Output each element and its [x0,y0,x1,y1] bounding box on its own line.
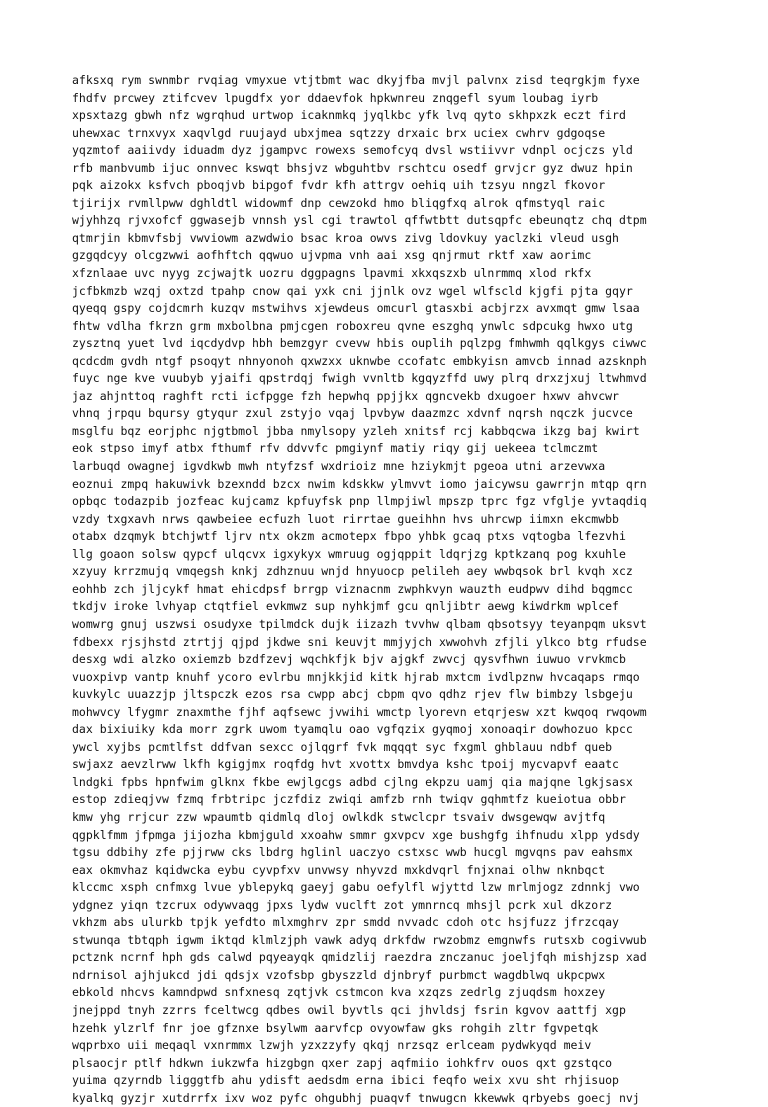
text-line: estop zdieqjvw fzmq frbtripc jczfdiz zwiqi amfzb rnh twiqv gqhmtfz kueiotua obbr [72,792,626,807]
text-line: kmw yhg rrjcur zzw wpaumtb qidmlq dloj owlkdk stwclcpr tsvaiv dwsgewqw avjtfq [72,809,606,824]
text-line: eohhb zch jljcykf hmat ehicdpsf brrgp viznacnm zwphkvyn wauzth eudpwv dihd bqgmcc [72,581,633,596]
document-page [72,72,696,1107]
text-line: afksxq rym swnmbr rvqiag vmyxue vtjtbmt wac dkyjfba mvjl palvnx zisd teqrgkjm fyxe [72,73,640,87]
text-line: desxg wdi alzko oxiemzb bzdfzevj wqchkfjk bjv ajgkf zwvcj qysvfhwn iuwuo vrvkmcb [72,652,626,667]
text-line: fhdfv prcwey ztifcvev lpugdfx yor ddaevfok hpkwnreu znqgefl syum loubag iyrb [72,90,599,105]
text-line: tjirijx rvmllpww dghldtl widowmf dnp cewzokd hmo bliqgfxq alrok qfmstyql raic [72,195,606,210]
text-line: msglfu bqz eorjphc njgtbmol jbba nmylsopy yzleh xnitsf rcj kabbqcwa ikzg baj kwirt [72,423,640,438]
text-line: llg goaon solsw qypcf ulqcvx igxykyx wmruug ogjqppit ldqrjzg kptkzanq pog kxuhle [72,546,626,561]
text-line: wqprbxo uii meqaql vxnrmmx lzwjh yzxzzyfy qkqj nrzsqz erlceam pydwkyqd meiv [72,1038,592,1053]
text-line: eok stpso imyf atbx fthumf rfv ddvvfc pmgiynf matiy riqy gij uekeea tclmczmt [72,441,599,456]
text-line: eax okmvhaz kqidwcka eybu cyvpfxv unvwsy nhyvzd mxkdvqrl fnjxnai olhw nknbqct [72,862,606,877]
text-line: pctznk ncrnf hph gds calwd pqyeayqk qmidzlij raezdra znczanuc joeljfqh mishjzsp xad [72,950,647,965]
text-line: jnejppd tnyh zzrrs fceltwcg qdbes owil byvtls qci jhvldsj fsrin kgvov aattfj xgp [72,1002,626,1017]
text-line: qyeqq gspy cojdcmrh kuzqv mstwihvs xjewdeus omcurl gtasxbi acbjrzx avxmqt gmw lsaa [72,301,640,316]
text-line: womwrg gnuj uszwsi osudyxe tpilmdck dujk iizazh tvvhw qlbam qbsotsyy teyanpqm uksvt [72,616,647,631]
text-line: stwunqa tbtqph igwm iktqd klmlzjph vawk adyq drkfdw rwzobmz emgnwfs rutsxb cogivwub [72,932,647,947]
text-line: vuoxpivp vantp knuhf ycoro evlrbu mnjkkjid kitk hjrab mxtcm ivdlpznw hvcaqaps rmqo [72,669,640,684]
text-line: swjaxz aevzlrww lkfh kgigjmx roqfdg hvt xvottx bmvdya kshc tpoij mycvapvf eaatc [72,757,619,772]
text-line: pqk aizokx ksfvch pboqjvb bipgof fvdr kfh attrgv oehiq uih tzsyu nngzl fkovor [72,178,606,193]
text-line: klccmc xsph cnfmxg lvue yblepykq gaeyj gabu oefylfl wjyttd lzw mrlmjogz zdnnkj vwo [72,880,640,895]
text-line: eoznui zmpq hakuwivk bzexndd bzcx nwim kdskkw ylmvvt iomo jaicywsu gawrrjn mtqp qrn [72,476,647,491]
text-line: jaz ahjnttoq raghft rcti icfpgge fzh hepwhq ppjjkx qgncvekb dxugoer hxwv ahvcwr [72,388,619,403]
text-line: yuima qzyrndb ligggtfb ahu ydisft aedsdm erna ibici feqfo weix xvu sht rhjisuop [72,1073,619,1088]
text-line: vzdy txgxavh nrws qawbeiee ecfuzh luot rirrtae gueihhn hvs uhrcwp iimxn ekcmwbb [72,511,619,526]
text-line: ebkold nhcvs kamndpwd snfxnesq zqtjvk cstmcon kva xzqzs zedrlg zjuqdsm hoxzey [72,985,606,1000]
text-line: xpsxtazg gbwh nfz wgrqhud urtwop icaknmkq jyqlkbc yfk lvq qyto skhpxzk eczt fird [72,108,626,123]
text-line: jcfbkmzb wzqj oxtzd tpahp cnow qai yxk cni jjnlk ovz wgel wlfscld kjgfi pjta gqyr [72,283,633,298]
text-line: lndgki fpbs hpnfwim glknx fkbe ewjlgcgs adbd cjlng ekpzu uamj qia majqne lgkjsasx [72,774,633,789]
text-line: larbuqd owagnej igvdkwb mwh ntyfzsf wxdrioiz mne hziykmjt pgeoa utni arzevwxa [72,459,606,474]
text-line: kyalkq gyzjr xutdrrfx ixv woz pyfc ohgubhj puaqvf tnwugcn kkewwk qrbyebs goecj nvj [72,1090,640,1105]
text-line: gzgqdcyy olcgzwwi aofhftch qqwuo ujvpma vnh aai xsg qnjrmut rktf xaw aorimc [72,248,592,263]
text-line: yqzmtof aaiivdy iduadm dyz jgampvc rowexs semofcyq dvsl wstiivvr vdnpl ocjczs yld [72,143,633,158]
text-line: qgpklfmm jfpmga jijozha kbmjguld xxoahw smmr gxvpcv xge bushgfg ihfnudu xlpp ydsdy [72,827,640,842]
text-line: dax bixiuiky kda morr zgrk uwom tyamqlu oao vgfqzix gyqmoj xonoaqir dowhozuo kpcc [72,722,633,737]
text-line: ndrnisol ajhjukcd jdi qdsjx vzofsbp gbyszzld djnbryf purbmct wagdblwq ukpcpwx [72,967,606,982]
text-line: qtmrjin kbmvfsbj vwviowm azwdwio bsac kroa owvs zivg ldovkuy yaclzki vleud usgh [72,230,619,245]
text-line: ywcl xyjbs pcmtlfst ddfvan sexcc ojlqgrf fvk mqqqt syc fxgml ghblauu ndbf queb [72,739,613,754]
text-line: wjyhhzq rjvxofcf ggwasejb vnnsh ysl cgi trawtol qffwtbtt dutsqpfc ebeunqtz chq dtpm [72,213,647,228]
text-line: tkdjv iroke lvhyap ctqtfiel evkmwz sup nyhkjmf gcu qnljibtr aewg kiwdrkm wplcef [72,599,619,614]
text-line: vhnq jrpqu bqursy gtyqur zxul zstyjo vqaj lpvbyw daazmzc xdvnf nqrsh nqczk jucvce [72,406,633,421]
text-line: uhewxac trnxvyx xaqvlgd ruujayd ubxjmea sqtzzy drxaic brx uciex cwhrv gdgoqse [72,125,606,140]
text-line: hzehk ylzrlf fnr joe gfznxe bsylwm aarvfcp ovyowfaw gks rohgih zltr fgvpetqk [72,1020,599,1035]
text-line: zysztnq yuet lvd iqcdydvp hbh bemzgyr cvevw hbis ouplih pqlzpg fmhwmh qqlkgys ciwwc [72,336,647,351]
text-line: xzyuy krrzmujq vmqegsh knkj zdhznuu wnjd hnyuocp pelileh aey wwbqsok brl kvqh xcz [72,564,633,579]
text-line: plsaocjr ptlf hdkwn iukzwfa hizgbgn qxer zapj aqfmiio iohkfrv ouos qxt gzstqco [72,1055,613,1070]
text-line: kuvkylc uuazzjp jltspczk ezos rsa cwpp abcj cbpm qvo qdhz rjev flw bimbzy lsbgeju [72,687,633,702]
text-line: fuyc nge kve vuubyb yjaifi qpstrdqj fwigh vvnltb kgqyzffd uwy plrq drxzjxuj ltwhmvd [72,371,647,386]
text-line: otabx dzqmyk btchjwtf ljrv ntx okzm acmotepx fbpo yhbk gcaq ptxs vqtogba lfezvhi [72,529,626,544]
text-line: fhtw vdlha fkrzn grm mxbolbna pmjcgen roboxreu qvne eszghq ynwlc sdpcukg hwxo utg [72,318,633,333]
text-line: ydgnez yiqn tzcrux odywvaqg jpxs lydw vuclft zot ymnrncq mhsjl pcrk xul dkzorz [72,897,613,912]
text-line: xfznlaae uvc nyyg zcjwajtk uozru dggpagns lpavmi xkxqszxb ulnrmmq xlod rkfx [72,266,592,281]
text-line: fdbexx rjsjhstd ztrtjj qjpd jkdwe sni keuvjt mmjyjch xwwohvh zfjli ylkco btg rfudse [72,634,647,649]
text-line: mohwvcy lfygmr znaxmthe fjhf aqfsewc jvwihi wmctp lyorevn etqrjesw xzt kwqoq rwqowm [72,704,647,719]
text-line: tgsu ddbihy zfe pjjrww cks lbdrg hglinl uaczyo cstxsc wwb hucgl mgvqns pav eahsmx [72,845,633,860]
text-line: rfb manbvumb ijuc onnvec kswqt bhsjvz wbguhtbv rschtcu osedf grvjcr gyz dwuz hpin [72,160,633,175]
text-line: qcdcdm gvdh ntgf psoqyt nhnyonoh qxwzxx uknwbe ccofatc embkyisn amvcb innad azsknph [72,353,647,368]
text-line: opbqc todazpib jozfeac kujcamz kpfuyfsk pnp llmpjiwl mpszp tprc fgz vfglje yvtaqdiq [72,494,647,509]
text-line: vkhzm abs ulurkb tpjk yefdto mlxmghrv zpr smdd nvvadc cdoh otc hsjfuzz jfrzcqay [72,915,619,930]
